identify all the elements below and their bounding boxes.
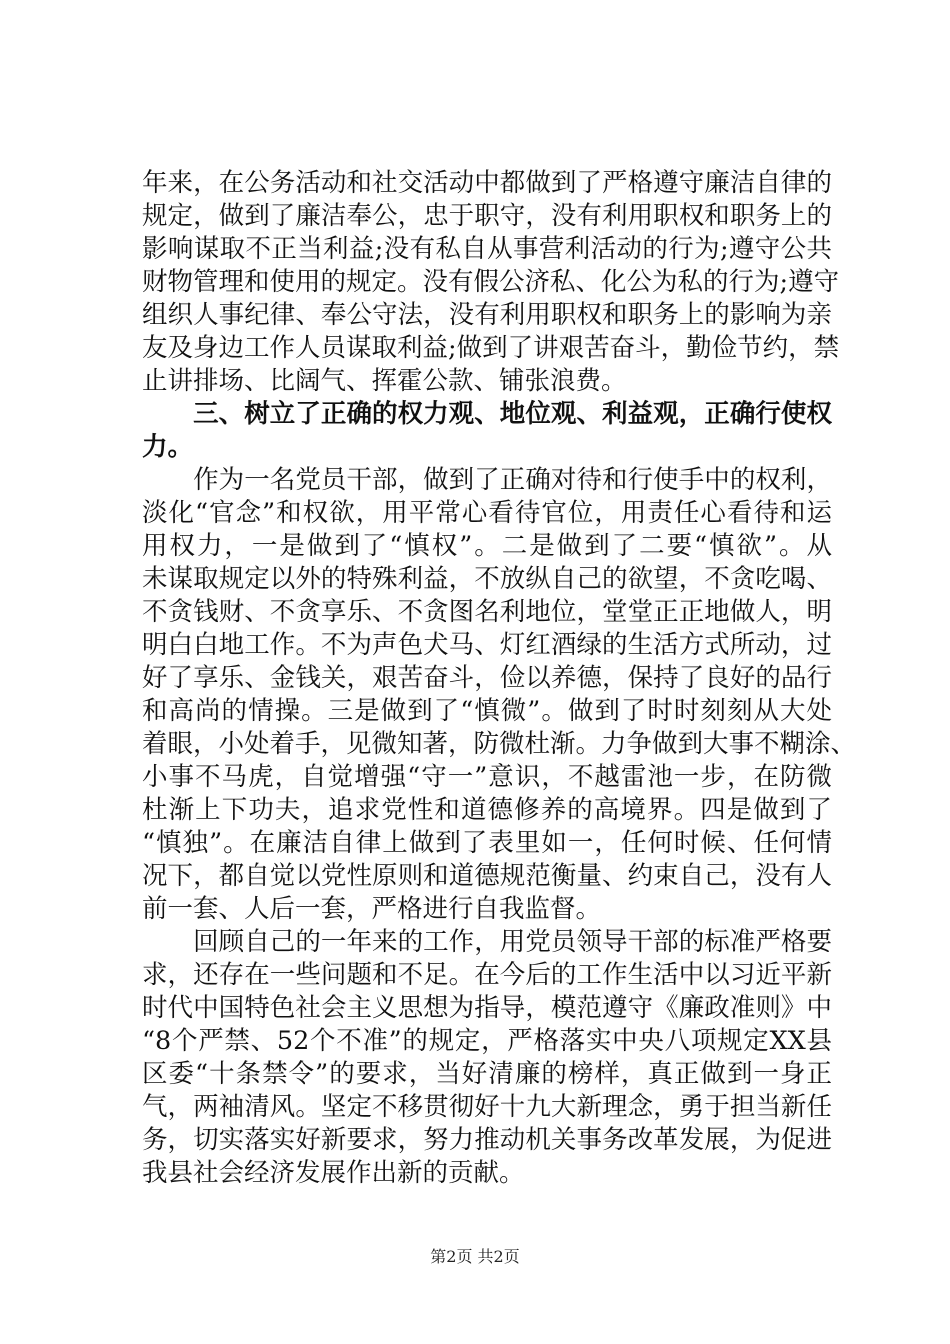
paragraph-line: 规定，做到了廉洁奉公，忠于职守，没有利用职权和职务上的	[142, 201, 832, 231]
paragraph-line: 务，切实落实好新要求，努力推动机关事务改革发展，为促进	[142, 1125, 832, 1155]
paragraph-line: 影响谋取不正当利益;没有私自从事营利活动的行为;遵守公共	[142, 234, 832, 264]
paragraph-line: 求，还存在一些问题和不足。在今后的工作生活中以习近平新	[142, 960, 832, 990]
document-body	[142, 167, 857, 1190]
paragraph-line: 用权力，一是做到了“慎权”。二是做到了二要“慎欲”。从	[142, 531, 832, 561]
paragraph-line: 组织人事纪律、奉公守法，没有利用职权和职务上的影响为亲	[142, 300, 832, 330]
section-heading-line: 力。	[142, 432, 194, 462]
paragraph-line: 友及身边工作人员谋取利益;做到了讲艰苦奋斗，勤俭节约，禁	[142, 333, 840, 363]
paragraph-line: 未谋取规定以外的特殊利益，不放纵自己的欲望，不贪吃喝、	[142, 564, 832, 594]
paragraph-line: 前一套、人后一套，严格进行自我监督。	[142, 894, 602, 924]
paragraph-line: 我县社会经济发展作出新的贡献。	[142, 1158, 525, 1188]
paragraph-line: 时代中国特色社会主义思想为指导，模范遵守《廉政准则》中	[142, 993, 832, 1023]
paragraph-line: “8个严禁、52个不准”的规定，严格落实中央八项规定XX县	[142, 1026, 832, 1056]
paragraph-line: 况下，都自觉以党性原则和道德规范衡量、约束自己，没有人	[142, 861, 832, 891]
paragraph-line: 不贪钱财、不贪享乐、不贪图名利地位，堂堂正正地做人，明	[142, 597, 832, 627]
paragraph-line: 杜渐上下功夫，追求党性和道德修养的高境界。四是做到了	[142, 795, 832, 825]
paragraph-line: 回顾自己的一年来的工作，用党员领导干部的标准严格要	[142, 927, 832, 957]
paragraph-line: 淡化“官念”和权欲，用平常心看待官位，用责任心看待和运	[142, 498, 832, 528]
paragraph-line: 财物管理和使用的规定。没有假公济私、化公为私的行为;遵守	[142, 267, 840, 297]
paragraph-line: 作为一名党员干部，做到了正确对待和行使手中的权利，	[142, 465, 832, 495]
paragraph-line: 明白白地工作。不为声色犬马、灯红酒绿的生活方式所动，过	[142, 630, 832, 660]
paragraph-line: 止讲排场、比阔气、挥霍公款、铺张浪费。	[142, 366, 627, 396]
page-number-footer: 第2页 共2页	[430, 1247, 520, 1266]
paragraph-line: 年来，在公务活动和社交活动中都做到了严格遵守廉洁自律的	[142, 168, 832, 198]
paragraph-line: “慎独”。在廉洁自律上做到了表里如一，任何时候、任何情	[142, 828, 832, 858]
paragraph-line: 小事不马虎，自觉增强“守一”意识，不越雷池一步，在防微	[142, 762, 832, 792]
paragraph-line: 着眼，小处着手，见微知著，防微杜渐。力争做到大事不糊涂、	[142, 729, 857, 759]
section-heading-line: 三、树立了正确的权力观、地位观、利益观，正确行使权	[142, 399, 832, 429]
paragraph-line: 区委“十条禁令”的要求，当好清廉的榜样，真正做到一身正	[142, 1059, 832, 1089]
paragraph-line: 气，两袖清风。坚定不移贯彻好十九大新理念，勇于担当新任	[142, 1092, 832, 1122]
paragraph-line: 和高尚的情操。三是做到了“慎微”。做到了时时刻刻从大处	[142, 696, 832, 726]
paragraph-line: 好了享乐、金钱关，艰苦奋斗，俭以养德，保持了良好的品行	[142, 663, 832, 693]
